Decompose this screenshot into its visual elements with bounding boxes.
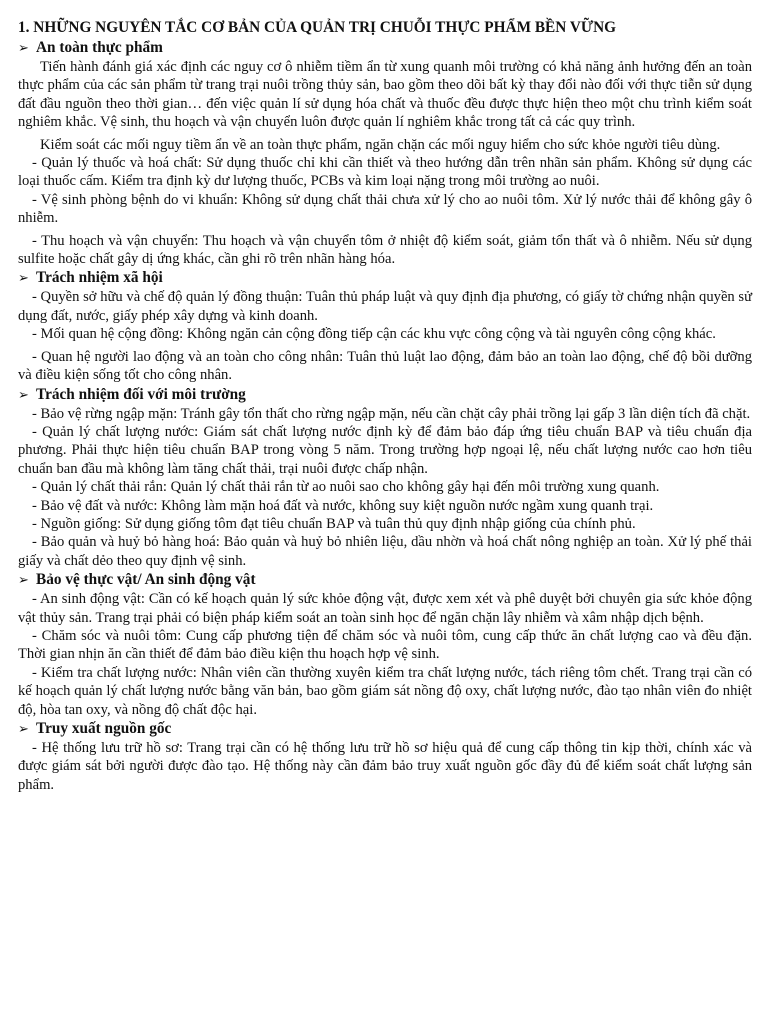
paragraph: - Nguồn giống: Sử dụng giống tôm đạt tiêu chuẩn BAP và tuân thủ quy định nhập giống của chính phủ. [32, 515, 636, 532]
paragraph: - Quản lý thuốc và hoá chất: Sử dụng thuốc chỉ khi cần thiết và theo hướng dẫn trên nhãn sản phẩm. Không sử dụng các loại thuốc cấm. Kiểm tra định kỳ dư lượng thuốc, PCBs và kim loại nặng trong môi trường ao nuôi. [18, 155, 752, 190]
paragraph: - Bảo vệ đất và nước: Không làm mặn hoá đất và nước, không suy kiệt nguồn nước ngầm xung quanh trại. [32, 497, 654, 514]
arrow-bullet-icon: ➢ [18, 572, 29, 588]
paragraph: - Quyền sở hữu và chế độ quản lý đồng thuận: Tuân thủ pháp luật và quy định địa phương, có giấy tờ chứng nhận quyền sử dụng đất, nước, giấy phép xây dựng và kinh doanh. [18, 289, 752, 324]
section-heading-text: Truy xuất nguồn gốc [36, 720, 172, 737]
section-heading-text: Trách nhiệm đối với môi trường [36, 385, 246, 403]
paragraph: - Bảo quản và huỷ bỏ hàng hoá: Bảo quản và huỷ bỏ nhiên liệu, dầu nhờn và hoá chất nông nghiệp an toàn. Xử lý phế thải giấy và chất dẻo theo quy định vệ sinh. [18, 534, 752, 569]
paragraph: - Vệ sinh phòng bệnh do vi khuẩn: Không sử dụng chất thải chưa xử lý cho ao nuôi tôm. Xử lý nước thải để không gây ô nhiễm. [18, 191, 752, 227]
paragraph: - Kiểm tra chất lượng nước: Nhân viên cần thường xuyên kiểm tra chất lượng nước, tách riêng tôm chết. Trang trại cần có kế hoạch quản lý chất lượng nước bằng văn bản, bao gồm giám sát nồng độ oxy, chất lượng nước, đào tạo nhân viên đo nhiệt độ, hòa tan oxy, và nồng độ chất độc hại. [18, 664, 752, 718]
document-title: 1. NHỮNG NGUYÊN TẮC CƠ BẢN CỦA QUẢN TRỊ CHUỖI THỰC PHẨM BỀN VỮNG [18, 19, 617, 36]
arrow-bullet-icon: ➢ [18, 386, 29, 402]
section-heading-traceability [18, 719, 752, 739]
arrow-bullet-icon: ➢ [18, 270, 29, 286]
section-heading-environment [18, 385, 752, 405]
paragraph: - Thu hoạch và vận chuyển: Thu hoạch và vận chuyển tôm ở nhiệt độ kiểm soát, giảm tổn thất và ô nhiễm. Nếu sử dụng sulfite hoặc chất gây dị ứng khác, cần ghi rõ trên nhãn hàng hóa. [18, 232, 752, 268]
paragraph: - Chăm sóc và nuôi tôm: Cung cấp phương tiện để chăm sóc và nuôi tôm, cung cấp thức ăn chất lượng cao và đều đặn. Thời gian nhịn ăn cần thiết để đảm bảo điều kiện thu hoạch hợp vệ sinh. [18, 627, 752, 663]
paragraph: Tiến hành đánh giá xác định các nguy cơ ô nhiễm tiềm ẩn từ xung quanh môi trường có khả năng ảnh hưởng đến an toàn thực phẩm của các sản phẩm từ trang trại nuôi trồng thủy sản, bao gồm theo dõi bất kỳ thay đổi nào đối với thực tiễn sử dụng đất đầu nguồn theo thời gian… đến việc quản lí sử dụng hóa chất và thuốc đều được thực hiện theo một chu trình kiểm soát nghiêm khắc. Vệ sinh, thu hoạch và vận chuyển luôn được quản lí nghiêm khắc trong tất cả các quy trình. [18, 59, 752, 131]
paragraph: - Quản lý chất lượng nước: Giám sát chất lượng nước định kỳ để đảm bảo đáp ứng tiêu chuẩn BAP và tiêu chuẩn địa phương. Phải thực hiện tiêu chuẩn BAP trong vòng 5 năm. Trong trường hợp ngoại lệ, nếu chất lượng nước cao hơn tiêu chuẩn ban đầu mà không làm tăng chất thải, trại nuôi được chấp nhận. [18, 423, 752, 477]
section-heading-food-safety [18, 38, 752, 58]
section-heading-text: Bảo vệ thực vật/ An sinh động vật [36, 571, 256, 589]
arrow-bullet-icon: ➢ [18, 40, 29, 55]
arrow-bullet-icon: ➢ [18, 721, 29, 736]
paragraph: - Hệ thống lưu trữ hồ sơ: Trang trại cần có hệ thống lưu trữ hồ sơ hiệu quả để cung cấp thông tin kịp thời, chính xác và được giám sát bởi người được đào tạo. Hệ thống này cần đảm bảo truy xuất nguồn gốc đầy đủ để kiểm soát chất lượng sản phẩm. [18, 740, 752, 793]
paragraph: - Quan hệ người lao động và an toàn cho công nhân: Tuân thủ luật lao động, đảm bảo an toàn lao động, chế độ bồi dưỡng và điều kiện sống tốt cho công nhân. [18, 348, 752, 384]
section-heading-text: An toàn thực phẩm [36, 39, 163, 56]
section-heading-social-responsibility [18, 268, 752, 288]
document-page [18, 18, 752, 794]
paragraph: Kiểm soát các mối nguy tiềm ẩn về an toàn thực phẩm, ngăn chặn các mối nguy hiểm cho sức khỏe người tiêu dùng. [40, 136, 721, 153]
paragraph: - Quản lý chất thải rắn: Quản lý chất thải rắn từ ao nuôi sao cho không gây hại đến môi trường xung quanh. [32, 479, 660, 496]
section-heading-animal-welfare [18, 570, 752, 590]
paragraph: - An sinh động vật: Cần có kế hoạch quản lý sức khỏe động vật, được xem xét và phê duyệt bởi chuyên gia sức khỏe động vật thủy sản. Trang trại phải có biện pháp kiểm soát an toàn sinh học để ngăn chặn lây nhiễm và xâm nhập dịch bệnh. [18, 591, 752, 626]
paragraph: - Mối quan hệ cộng đồng: Không ngăn cản cộng đồng tiếp cận các khu vực công cộng và tài nguyên công cộng khác. [32, 326, 716, 343]
section-heading-text: Trách nhiệm xã hội [36, 269, 163, 287]
paragraph: - Bảo vệ rừng ngập mặn: Tránh gây tổn thất cho rừng ngập mặn, nếu cần chặt cây phải trồng lại gấp 3 lần diện tích đã chặt. [32, 405, 751, 422]
